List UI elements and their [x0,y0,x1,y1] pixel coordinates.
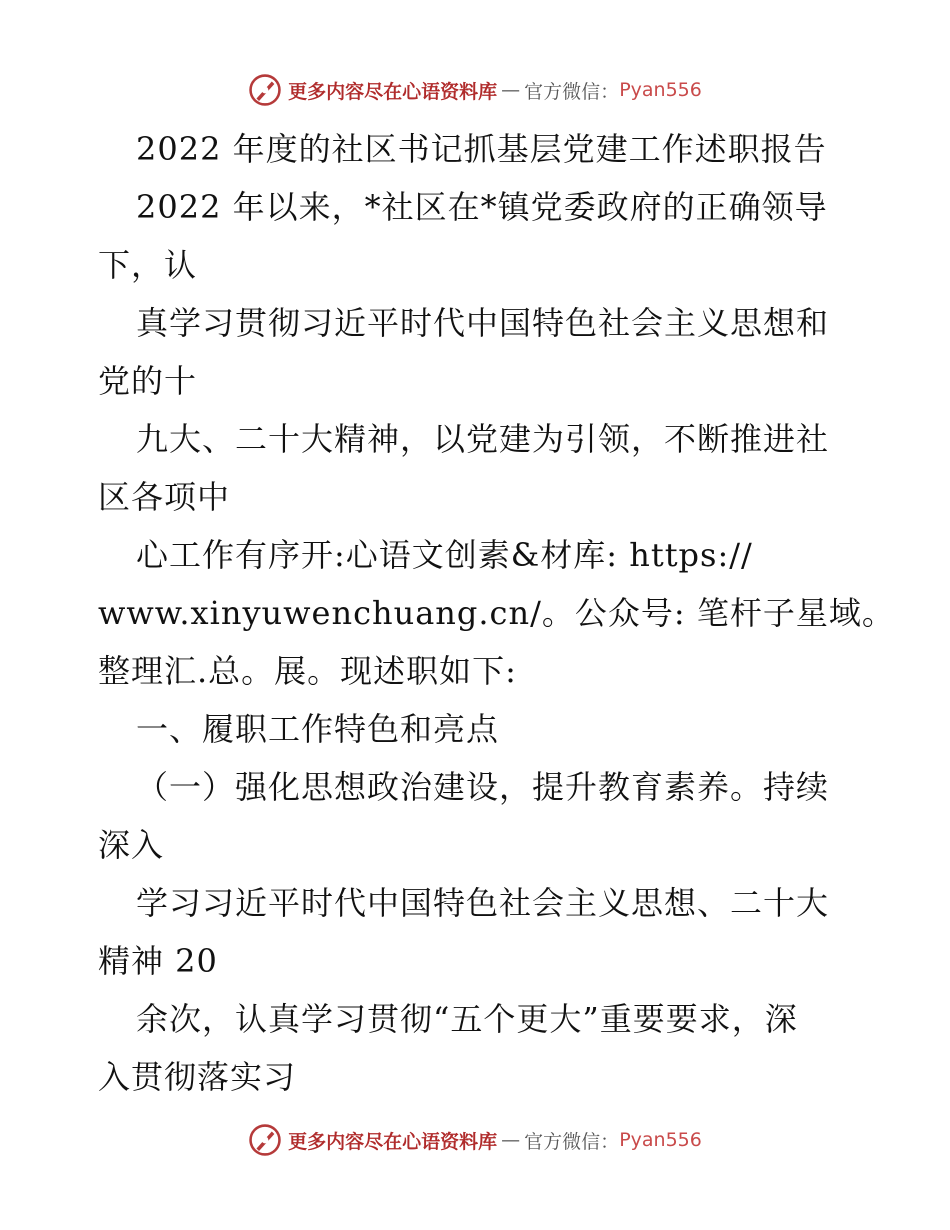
pen-logo-icon [248,73,282,107]
document-body [98,120,895,1106]
text-line: www.xinyuwenchuang.cn/。公众号: 笔杆子星域。 [98,594,895,632]
text-line: 精神 20 [98,942,218,980]
document-title: 2022 年度的社区书记抓基层党建工作述职报告 [136,130,827,168]
banner-main-text: 更多内容尽在心语资料库 [288,1130,498,1153]
pen-logo-icon [248,1123,282,1157]
text-line: 余次，认真学习贯彻“五个更大”重要要求，深 [136,1000,798,1038]
section-heading: 一、履职工作特色和亮点 [136,710,500,748]
banner-wechat-id: Pyan556 [619,79,702,101]
text-line: 下，认 [98,246,198,284]
text-line: 九大、二十大精神，以党建为引领，不断推进社 [136,420,830,458]
header-banner [0,70,950,110]
subsection-heading: （一）强化思想政治建设，提升教育素养。持续 [136,768,830,806]
text-line: 入贯彻落实习 [98,1058,297,1096]
text-line: 2022 年以来，*社区在*镇党委政府的正确领导 [136,188,828,226]
text-line: 整理汇.总。展。现述职如下: [98,652,517,690]
text-line: 区各项中 [98,478,231,516]
text-line: 深入 [98,826,165,864]
banner-dash: — [501,79,521,101]
banner-wechat-label: 官方微信： [524,80,620,103]
banner-wechat-id: Pyan556 [619,1129,702,1151]
text-line: 真学习贯彻习近平时代中国特色社会主义思想和 [136,304,830,342]
banner-main-text: 更多内容尽在心语资料库 [288,80,498,103]
text-line: 心工作有序开:心语文创素&材库: https:// [136,536,753,574]
text-line: 党的十 [98,362,198,400]
footer-banner [0,1120,950,1160]
text-line: 学习习近平时代中国特色社会主义思想、二十大 [136,884,830,922]
banner-wechat-label: 官方微信： [524,1130,620,1153]
banner-dash: — [501,1129,521,1151]
